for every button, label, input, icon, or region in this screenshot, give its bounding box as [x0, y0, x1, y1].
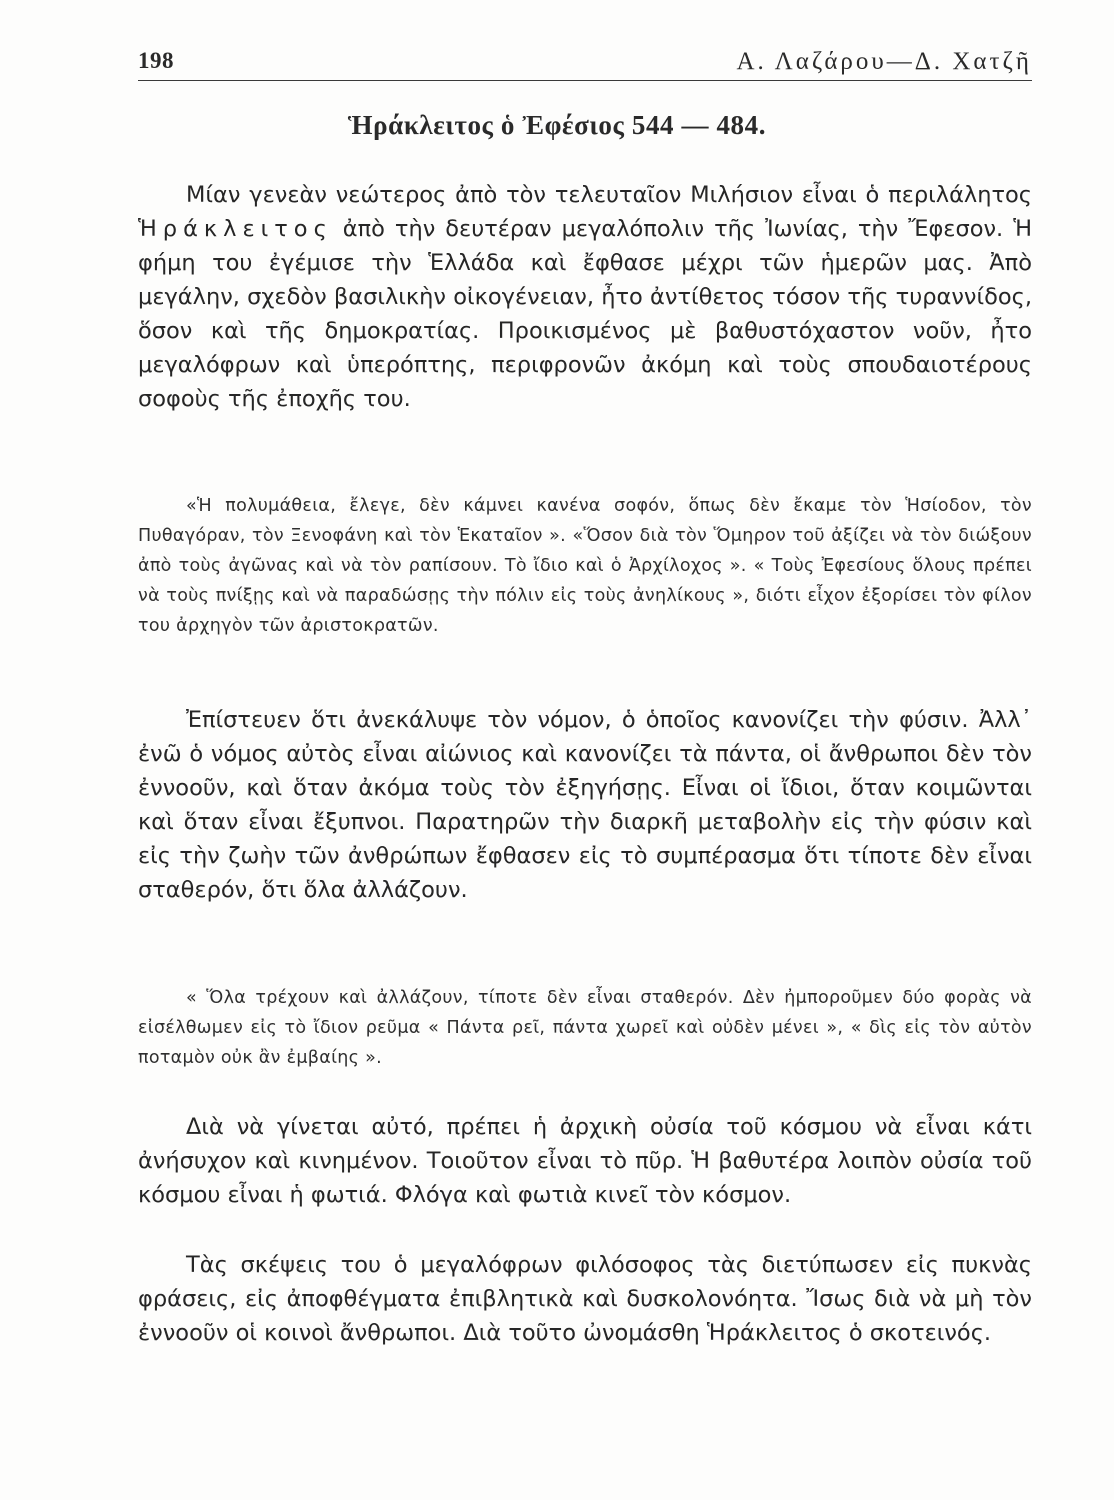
quotation-block-polymathy: «Ἡ πολυμάθεια, ἔλεγε, δὲν κάμνει κανένα σοφόν, ὅπως δὲν ἔκαμε τὸν Ἡσίοδον, τὸν Πυθαγόραν, τὸν Ξενοφάνη καὶ τὸν Ἑκαταῖον ». «Ὅσον διὰ τὸν Ὅμηρον τοῦ ἀξίζει νὰ τὸν διώξουν ἀπὸ τοὺς ἀγῶνας καὶ νὰ τὸν ραπίσουν. Τὸ ἴδιο καὶ ὁ Ἀρχίλοχος ». « Τοὺς Ἐφεσίους ὅλους πρέπει νὰ τοὺς πνίξῃς καὶ νὰ παραδώσῃς τὴν πόλιν εἰς τοὺς ἀνηλίκους », διότι εἶχον ἐξορίσει τὸν φίλον του ἀρχηγὸν τῶν ἀριστοκρατῶν.	[138, 496, 1032, 636]
paragraph-text-lead: Μίαν γενεὰν νεώτερος ἀπὸ τὸν τελευταῖον Μιλήσιον εἶναι ὁ περιλάλητος	[186, 182, 1032, 208]
body-paragraph-fire: Διὰ νὰ γίνεται αὐτό, πρέπει ἡ ἀρχικὴ οὐσία τοῦ κόσμου νὰ εἶναι κάτι ἀνήσυχον καὶ κινημένον. Τοιοῦτον εἶναι τὸ πῦρ. Ἡ βαθυτέρα λοιπὸν οὐσία τοῦ κόσμου εἶναι ἡ φωτιά. Φλόγα καὶ φωτιὰ κινεῖ τὸν κόσμον.	[138, 1114, 1032, 1208]
spaced-name-heraclitus: Ἡράκλειτος	[138, 216, 333, 242]
chapter-title: Ἡράκλειτος ὁ Ἐφέσιος 544 — 484.	[347, 110, 767, 140]
paragraph-text-rest: ἀπὸ τὴν δευτέραν μεγαλόπολιν τῆς Ἰωνίας, τὴν Ἔφεσον. Ἡ φήμη του ἐγέμισε τὴν Ἑλλάδα καὶ ἔφθασε μέχρι τῶν ἡμερῶν μας. Ἀπὸ μεγάλην, σχεδὸν βασιλικὴν οἰκογένειαν, ἦτο ἀντίθετος τόσον τῆς τυραννίδος, ὅσον καὶ τῆς δημοκρατίας. Προικισμένος μὲ βαθυστόχαστον νοῦν, ἦτο μεγαλόφρων καὶ ὑπερόπτης, περιφρονῶν ἀκόμη καὶ τοὺς σπουδαιοτέρους σοφοὺς τῆς ἐποχῆς του.	[138, 216, 1032, 412]
body-paragraph-obscure: Τὰς σκέψεις του ὁ μεγαλόφρων φιλόσοφος τὰς διετύπωσεν εἰς πυκνὰς φράσεις, εἰς ἀποφθέγματα ἐπιβλητικὰ καὶ δυσκολονόητα. Ἴσως διὰ νὰ μὴ τὸν ἐννοοῦν οἱ κοινοὶ ἄνθρωποι. Διὰ τοῦτο ὠνομάσθη Ἡράκλειτος ὁ σκοτεινός.	[138, 1252, 1032, 1346]
page-number: 198	[138, 48, 174, 73]
running-header	[138, 46, 1032, 81]
running-header-authors: Α. Λαζάρου—Δ. Χατζῆ	[736, 48, 1032, 75]
quotation-block-panta-rei: « Ὅλα τρέχουν καὶ ἀλλάζουν, τίποτε δὲν εἶναι σταθερόν. Δὲν ἠμποροῦμεν δύο φορὰς νὰ εἰσέλθωμεν εἰς τὸ ἴδιον ρεῦμα « Πάντα ρεῖ, πάντα χωρεῖ καὶ οὐδὲν μένει », « δὶς εἰς τὸν αὐτὸν ποταμὸν οὐκ ἂν ἐμβαίης ».	[138, 988, 1032, 1068]
body-paragraph-law: Ἐπίστευεν ὅτι ἀνεκάλυψε τὸν νόμον, ὁ ὁποῖος κανονίζει τὴν φύσιν. Ἀλλ᾽ ἐνῶ ὁ νόμος αὐτὸς εἶναι αἰώνιος καὶ κανονίζει τὰ πάντα, οἱ ἄνθρωποι δὲν τὸν ἐννοοῦν, καὶ ὅταν ἀκόμα τοὺς τὸν ἐξηγήσῃς. Εἶναι οἱ ἴδιοι, ὅταν κοιμῶνται καὶ ὅταν εἶναι ἔξυπνοι. Παρατηρῶν τὴν διαρκῆ μεταβολὴν εἰς τὴν φύσιν καὶ εἰς τὴν ζωὴν τῶν ἀνθρώπων ἔφθασεν εἰς τὸ συμπέρασμα ὅτι τίποτε δὲν εἶναι σταθερόν, ὅτι ὅλα ἀλλάζουν.	[138, 707, 1032, 903]
body-paragraph-intro	[138, 178, 1032, 416]
